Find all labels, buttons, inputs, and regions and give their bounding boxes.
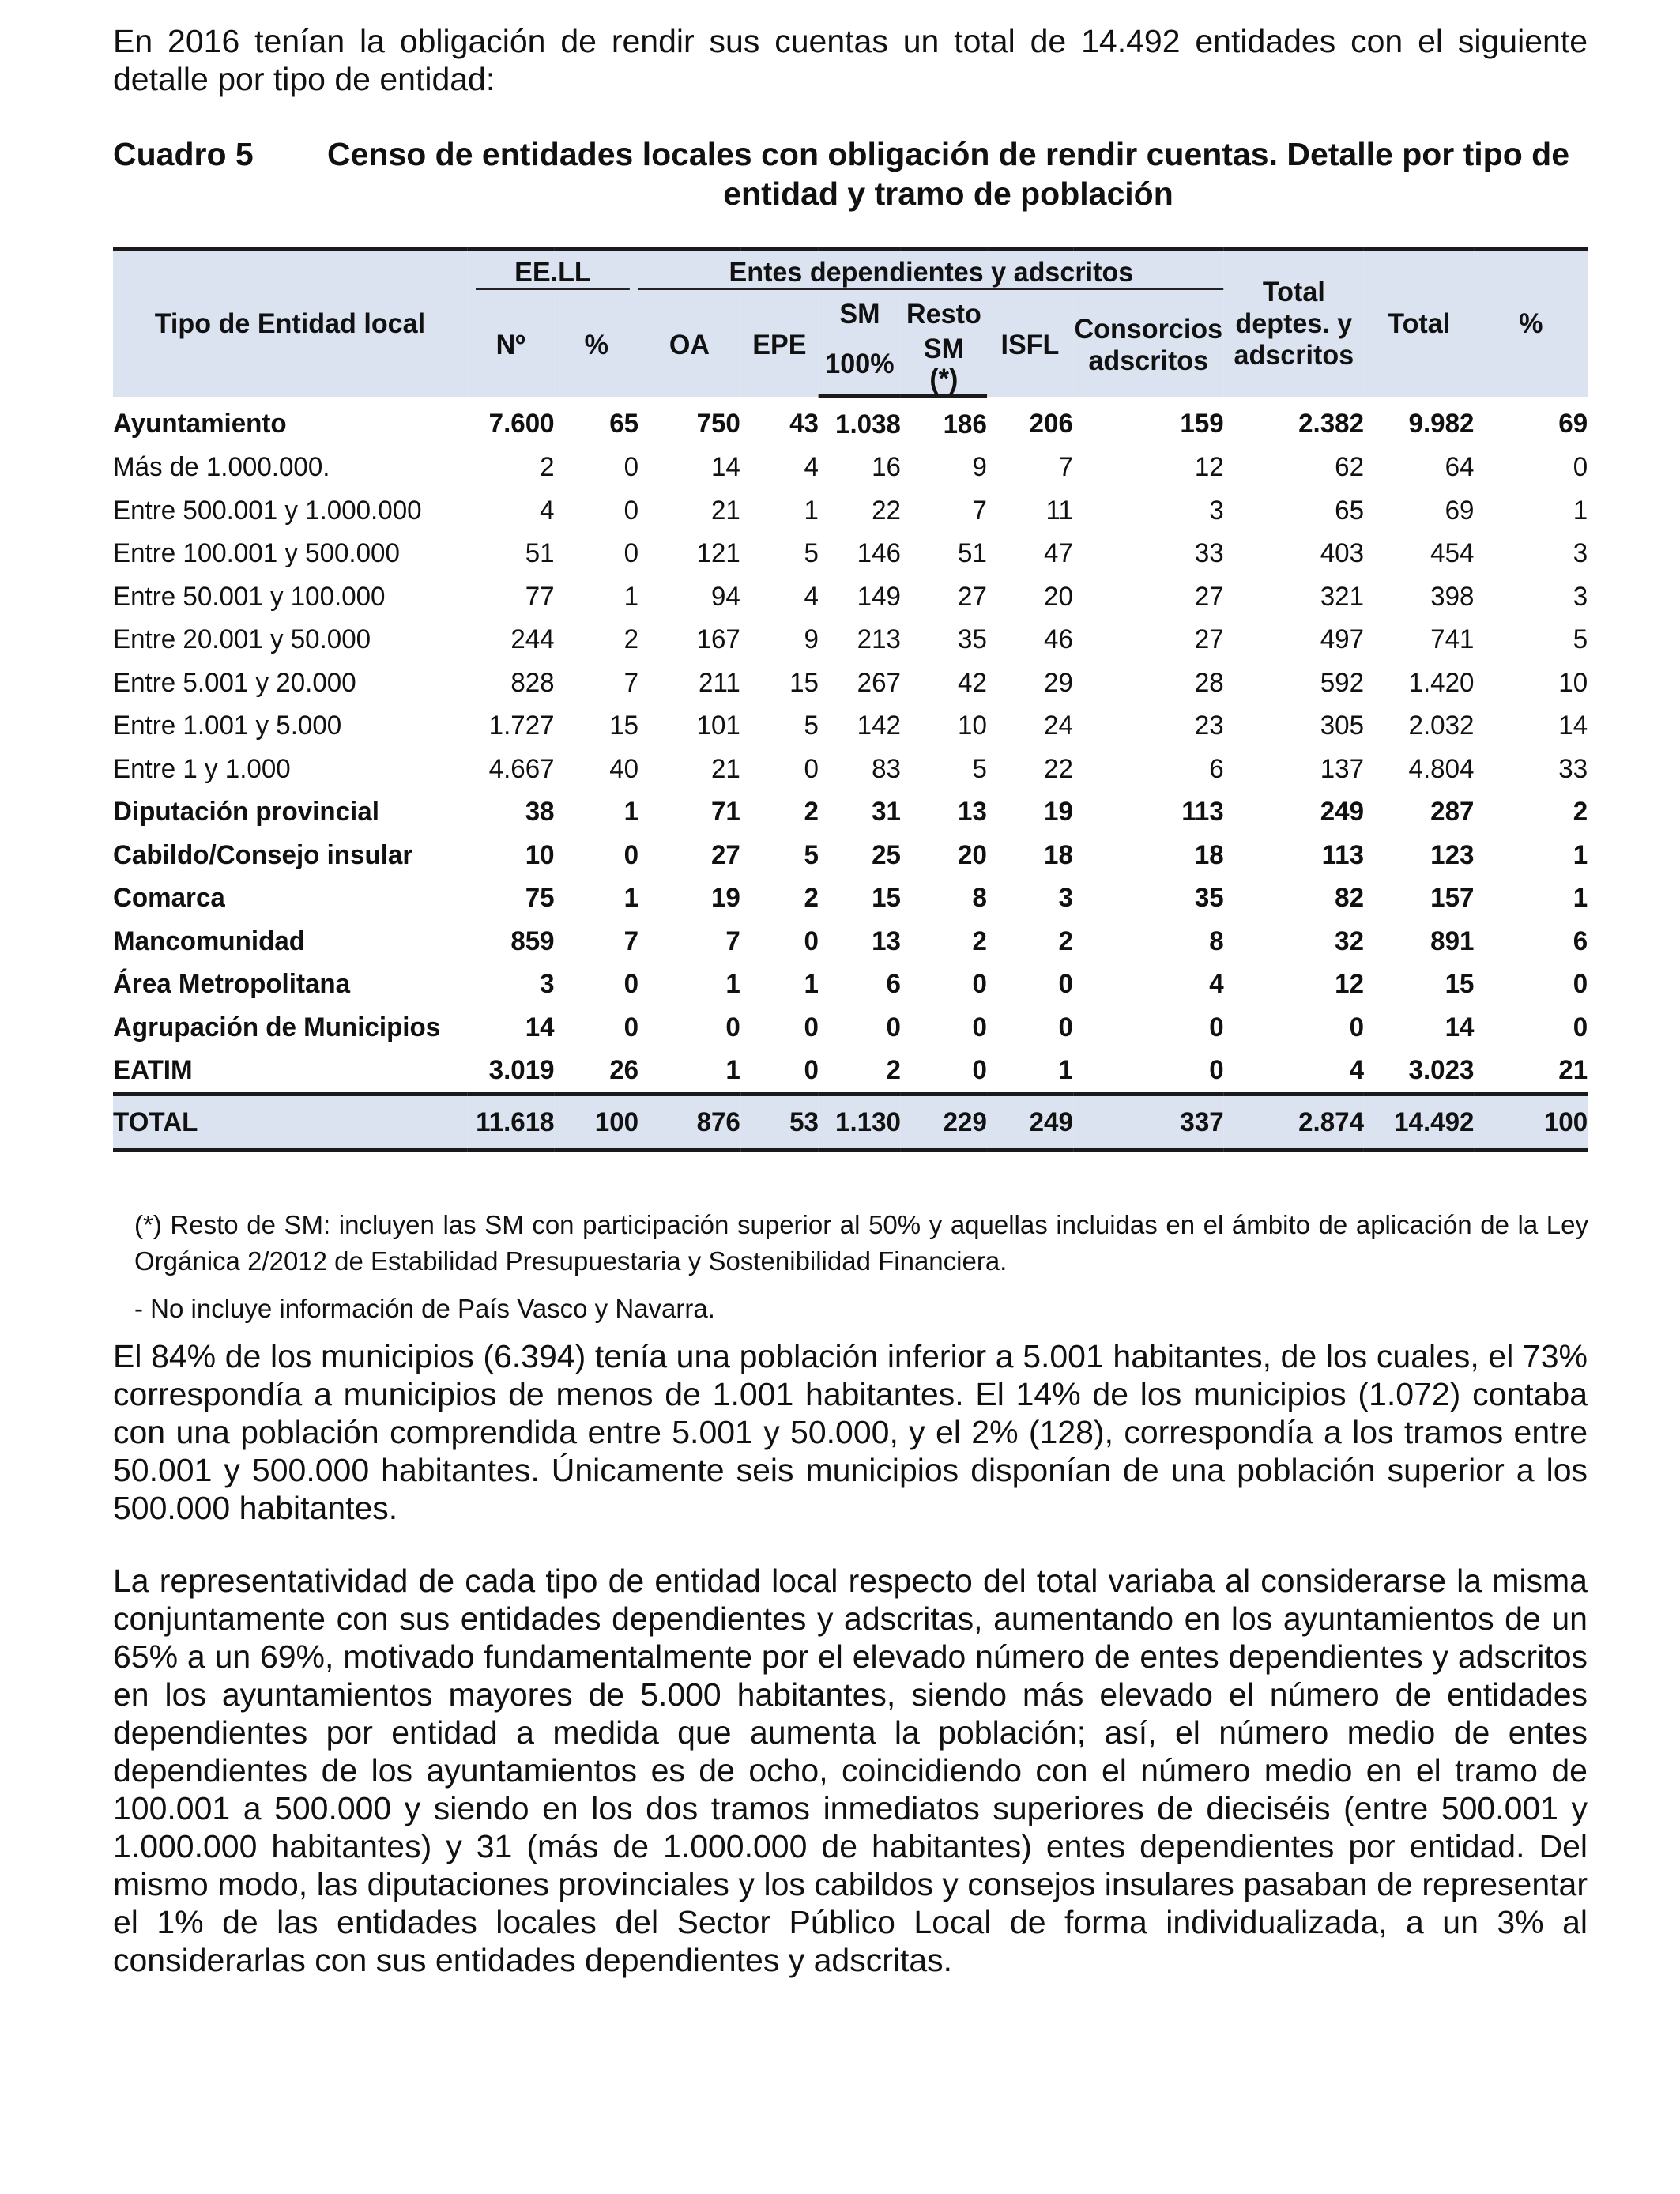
table-cell: 592 [1320, 667, 1365, 698]
table-cell: 11.618 [467, 1095, 555, 1151]
table-cell: 6 [886, 969, 901, 1000]
row-label: Cabildo/Consejo insular [113, 839, 413, 870]
table-cell: 1 [1573, 883, 1588, 914]
table-cell: 2.032 [1408, 711, 1475, 741]
table-cell: 123 [1430, 839, 1475, 870]
row-label: EATIM [113, 1055, 193, 1086]
table-cell: 100 [555, 1095, 638, 1151]
table-cell: 19 [711, 883, 740, 914]
table-cell: 35 [958, 624, 987, 655]
table-cell: 1 [623, 797, 639, 827]
table-cell: 51 [525, 538, 555, 569]
table-cell: 38 [525, 797, 555, 827]
table-cell: 71 [711, 797, 740, 827]
table-cell: 31 [872, 797, 901, 827]
table-cell: 4.667 [488, 753, 555, 784]
table-cell: 101 [696, 711, 740, 741]
table-cell: 13 [872, 925, 901, 956]
table-cell: 40 [609, 753, 639, 784]
census-table [113, 247, 1588, 1152]
table-cell: 14 [1445, 1012, 1475, 1042]
table-cell: 51 [958, 538, 987, 569]
table-cell: 82 [1335, 883, 1365, 914]
table-cell: 5 [804, 711, 819, 741]
table-row [113, 748, 1588, 791]
table-cell: 8 [1209, 925, 1224, 956]
table-cell: 42 [958, 667, 987, 698]
header-total-deptes: Total deptes. y adscritos [1224, 250, 1364, 397]
table-cell: 21 [711, 753, 740, 784]
header-resto-sm [901, 334, 987, 397]
header-entes: Entes dependientes y adscritos [638, 257, 1224, 290]
table-cell: 4 [804, 452, 819, 483]
header-resto-star: (*) [929, 364, 959, 394]
table-cell: 83 [872, 753, 901, 784]
table-cell: 7 [623, 667, 639, 698]
table-cell: 9 [804, 624, 819, 655]
row-label: Más de 1.000.000. [113, 452, 330, 483]
table-cell: 27 [711, 839, 740, 870]
row-label: Agrupación de Municipios [113, 1012, 441, 1042]
table-cell: 7 [623, 925, 639, 956]
table-cell: 27 [1194, 581, 1224, 612]
table-row [113, 791, 1588, 835]
table-cell: 497 [1320, 624, 1365, 655]
table-row [113, 963, 1588, 1007]
table-cell: 2.382 [1298, 408, 1365, 439]
table-cell: 0 [725, 1012, 740, 1042]
header-n: Nº [467, 295, 555, 397]
table-cell: 25 [872, 839, 901, 870]
table-cell: 10 [1558, 667, 1588, 698]
table-cell: 2 [886, 1055, 901, 1086]
table-cell: 398 [1430, 581, 1475, 612]
table-cell: 828 [510, 667, 555, 698]
table-cell: 206 [1029, 408, 1073, 439]
table-cell: 20 [1044, 581, 1073, 612]
header-sm-100: 100% [819, 334, 901, 397]
table-cell: 0 [972, 1055, 987, 1086]
header-sm: SM [819, 295, 901, 334]
table-cell: 321 [1320, 581, 1365, 612]
table-row [113, 489, 1588, 533]
table-cell: 750 [696, 408, 740, 439]
table-cell: 3 [1209, 495, 1224, 526]
table-cell: 891 [1430, 925, 1475, 956]
table-cell: 3.019 [488, 1055, 555, 1086]
table-cell: 7 [725, 925, 740, 956]
intro-paragraph: En 2016 tenían la obligación de rendir sus cuentas un total de 14.492 entidades con el siguiente detalle por tipo de entidad: [113, 23, 1588, 97]
table-cell: 2 [804, 883, 819, 914]
table-cell: 75 [525, 883, 555, 914]
table-cell: 137 [1320, 753, 1365, 784]
table-cell: 5 [1573, 624, 1588, 655]
table-cell: 121 [696, 538, 740, 569]
table-cell: 1.038 [835, 409, 901, 439]
table-cell: 0 [1573, 452, 1588, 483]
header-total: Total [1364, 250, 1474, 397]
table-cell: 14 [525, 1012, 555, 1042]
row-label: Entre 5.001 y 20.000 [113, 667, 356, 698]
table-row [113, 662, 1588, 705]
table-cell: 3 [1573, 538, 1588, 569]
table-cell: 62 [1335, 452, 1365, 483]
caption-title: Censo de entidades locales con obligación de rendir cuentas. Detalle por tipo de entidad y tramo de población [326, 136, 1569, 212]
table-cell: 47 [1044, 538, 1073, 569]
table-cell: 249 [1320, 797, 1365, 827]
table-cell: 3 [1573, 581, 1588, 612]
table-cell: 27 [958, 581, 987, 612]
row-label: Entre 500.001 y 1.000.000 [113, 495, 422, 526]
table-cell: 0 [623, 969, 639, 1000]
table-cell: 3 [540, 969, 555, 1000]
table-cell: 213 [857, 624, 901, 655]
caption-number: Cuadro 5 [113, 136, 254, 172]
table-cell: 149 [857, 581, 901, 612]
table-cell: 4.804 [1408, 753, 1475, 784]
table-cell: 33 [1558, 753, 1588, 784]
table-cell: 100 [1474, 1095, 1588, 1151]
table-cell: 146 [857, 538, 901, 569]
table-cell: 0 [804, 1012, 819, 1042]
table-cell: 0 [886, 1012, 901, 1042]
row-label: Mancomunidad [113, 925, 305, 956]
table-cell: 15 [1445, 969, 1475, 1000]
table-cell: 0 [623, 839, 639, 870]
table-cell: 1.130 [819, 1095, 901, 1151]
table-cell: 4 [1349, 1055, 1365, 1086]
table-cell: 7 [1058, 452, 1073, 483]
table-cell: 21 [1558, 1055, 1588, 1086]
table-cell: 9.982 [1408, 408, 1475, 439]
table-cell: 2.874 [1224, 1095, 1364, 1151]
table-cell: 337 [1073, 1095, 1224, 1151]
table-cell: 287 [1430, 797, 1475, 827]
table-caption [113, 134, 1588, 213]
table-cell: 11 [1045, 495, 1073, 526]
table-cell: 4 [1209, 969, 1224, 1000]
table-cell: 18 [1194, 839, 1224, 870]
table-cell: 0 [804, 925, 819, 956]
table-cell: 3 [1058, 883, 1073, 914]
table-row [113, 705, 1588, 748]
table-cell: 53 [740, 1095, 819, 1151]
table-cell: 113 [1181, 797, 1224, 827]
table-cell: 29 [1044, 667, 1073, 698]
table-cell: 33 [1194, 538, 1224, 569]
table-cell: 32 [1335, 925, 1365, 956]
header-consorcios: Consorcios adscritos [1073, 295, 1224, 397]
row-label: Comarca [113, 883, 225, 914]
header-pct2: % [1474, 250, 1588, 397]
table-cell: 186 [943, 409, 987, 439]
table-cell: 4 [804, 581, 819, 612]
table-cell: 14.492 [1364, 1095, 1474, 1151]
table-cell: 1 [1058, 1055, 1073, 1086]
table-cell: 1.420 [1408, 667, 1475, 698]
table-row [113, 397, 1588, 447]
table-cell: 27 [1194, 624, 1224, 655]
table-cell: 9 [972, 452, 987, 483]
table-cell: 15 [789, 667, 819, 698]
header-pct: % [555, 295, 638, 397]
table-cell: 7.600 [488, 408, 555, 439]
table-cell: 35 [1194, 883, 1224, 914]
table-cell: 26 [609, 1055, 639, 1086]
table-cell: 14 [711, 452, 740, 483]
table-cell: 2 [972, 925, 987, 956]
header-oa: OA [638, 295, 740, 397]
table-cell: 859 [510, 925, 555, 956]
table-cell: 403 [1320, 538, 1365, 569]
table-cell: 0 [972, 969, 987, 1000]
table-cell: 0 [1573, 1012, 1588, 1042]
table-cell: 22 [872, 495, 901, 526]
table-cell: 0 [623, 452, 639, 483]
table-cell: 229 [901, 1095, 987, 1151]
row-label: Ayuntamiento [113, 408, 287, 439]
table-cell: 159 [1180, 408, 1224, 439]
table-cell: 2 [1573, 797, 1588, 827]
table-cell: 4 [540, 495, 555, 526]
footnote-resto-sm: (*) Resto de SM: incluyen las SM con participación superior al 50% y aquellas incluidas en el ámbito de aplicación de la Ley Orgánica 2/2012 de Estabilidad Presupuestaria y Sostenibilidad Financiera. [134, 1210, 1588, 1276]
table-cell: 8 [972, 883, 987, 914]
table-body [113, 397, 1588, 1151]
table-cell: 1 [725, 969, 740, 1000]
row-label: Área Metropolitana [113, 969, 351, 1000]
table-cell: 0 [972, 1012, 987, 1042]
row-label: Entre 1.001 y 5.000 [113, 711, 342, 741]
table-row [113, 447, 1588, 490]
table-cell: 0 [1209, 1012, 1224, 1042]
table-cell: 5 [972, 753, 987, 784]
table-row [113, 619, 1588, 662]
table-row [113, 1006, 1588, 1050]
table-cell: 0 [623, 1012, 639, 1042]
table-cell: 15 [872, 883, 901, 914]
table-cell: 741 [1430, 624, 1475, 655]
table-cell: 1 [804, 969, 819, 1000]
header-isfl: ISFL [987, 295, 1073, 397]
table-row [113, 575, 1588, 619]
table-cell: 249 [987, 1095, 1073, 1151]
table-cell: 12 [1335, 969, 1365, 1000]
table-cell: 167 [696, 624, 740, 655]
paragraph-municipios: El 84% de los municipios (6.394) tenía una población inferior a 5.001 habitantes, de los cuales, el 73% correspondía a municipios de menos de 1.001 habitantes. El 14% de los municipios (1.072) contaba con una población comprendida entre 5.001 y 50.000, y el 2% (128), correspondía a los tramos entre 50.001 y 500.000 habitantes. Únicamente seis municipios disponían de una población superior a los 500.000 habitantes. [113, 1338, 1588, 1526]
table-cell: 22 [1044, 753, 1073, 784]
table-cell: 0 [804, 1055, 819, 1086]
header-tipo: Tipo de Entidad local [113, 250, 467, 397]
table-cell: 1 [725, 1055, 740, 1086]
table-cell: 18 [1044, 839, 1073, 870]
header-resto-sm-label: SM [923, 334, 965, 364]
table-cell: 6 [1209, 753, 1224, 784]
table-cell: 0 [1058, 1012, 1073, 1042]
row-label: Entre 1 y 1.000 [113, 753, 291, 784]
row-label: Entre 20.001 y 50.000 [113, 624, 371, 655]
table-cell: 454 [1430, 538, 1475, 569]
table-cell: 16 [872, 452, 901, 483]
table-cell: 23 [1194, 711, 1224, 741]
row-label: TOTAL [113, 1095, 467, 1151]
table-cell: 1 [623, 883, 639, 914]
table-cell: 28 [1194, 667, 1224, 698]
table-row [113, 877, 1588, 921]
table-cell: 64 [1445, 452, 1475, 483]
header-resto: Resto [901, 295, 987, 334]
table-cell: 1 [1573, 495, 1588, 526]
table-cell: 77 [525, 581, 555, 612]
table-row [113, 533, 1588, 576]
table-cell: 69 [1558, 408, 1588, 439]
table-cell: 20 [958, 839, 987, 870]
table-row [113, 1095, 1588, 1151]
header-epe: EPE [740, 295, 819, 397]
table-row [113, 834, 1588, 877]
table-cell: 1 [623, 581, 639, 612]
table-cell: 0 [1573, 969, 1588, 1000]
row-label: Entre 100.001 y 500.000 [113, 538, 400, 569]
table-cell: 267 [857, 667, 901, 698]
table-cell: 15 [609, 711, 639, 741]
table-cell: 876 [638, 1095, 740, 1151]
row-label: Diputación provincial [113, 797, 379, 827]
table-cell: 7 [972, 495, 987, 526]
table-cell: 0 [623, 495, 639, 526]
paragraph-representatividad: La representatividad de cada tipo de entidad local respecto del total variaba al considerarse la misma conjuntamente con sus entidades dependientes y adscritas, aumentando en los ayuntamientos de un 65% a un 69%, motivado fundamentalmente por el elevado número de entes dependientes y adscritos en los ayuntamientos mayores de 5.000 habitantes, siendo más elevado el número de entidades dependientes por entidad a medida que aumenta la población; así, el número medio de entes dependientes de los ayuntamientos es de ocho, coincidiendo con el número medio en el tramo de 100.001 a 500.000 y siendo en los dos tramos inmediatos superiores de dieciséis (entre 500.001 y 1.000.000 habitantes) y 31 (más de 1.000.000 de habitantes) entes dependientes por entidad. Del mismo modo, las diputaciones provinciales y los cabildos y consejos insulares pasaban de representar el 1% de las entidades locales del Sector Público Local de forma individualizada, a un 3% al considerarlas con sus entidades dependientes y adscritas. [113, 1563, 1588, 1978]
header-eell: EE.LL [476, 257, 630, 290]
table-cell: 1.727 [488, 711, 555, 741]
table-cell: 1 [804, 495, 819, 526]
table-cell: 10 [525, 839, 555, 870]
table-cell: 14 [1558, 711, 1588, 741]
table-cell: 12 [1194, 452, 1224, 483]
table-cell: 43 [789, 408, 819, 439]
table-cell: 21 [711, 495, 740, 526]
table-cell: 10 [958, 711, 987, 741]
table-cell: 211 [699, 667, 740, 698]
table-cell: 0 [804, 753, 819, 784]
table-cell: 142 [857, 711, 901, 741]
table-cell: 13 [958, 797, 987, 827]
table-cell: 0 [1209, 1055, 1224, 1086]
table-cell: 2 [540, 452, 555, 483]
table-cell: 1 [1573, 839, 1588, 870]
table-cell: 244 [510, 624, 555, 655]
footnote-exclusion: - No incluye información de País Vasco y Navarra. [134, 1294, 715, 1323]
table-cell: 2 [1058, 925, 1073, 956]
table-cell: 5 [804, 839, 819, 870]
table-cell: 65 [609, 408, 639, 439]
table-cell: 3.023 [1408, 1055, 1475, 1086]
table-cell: 157 [1430, 883, 1475, 914]
table-cell: 19 [1044, 797, 1073, 827]
table-row [113, 1050, 1588, 1095]
table-cell: 0 [623, 538, 639, 569]
table-row [113, 920, 1588, 963]
table-cell: 94 [711, 581, 740, 612]
table-cell: 0 [1058, 969, 1073, 1000]
table-header [113, 250, 1588, 397]
table-cell: 5 [804, 538, 819, 569]
table-cell: 65 [1335, 495, 1365, 526]
table-cell: 6 [1573, 925, 1588, 956]
table-cell: 46 [1044, 624, 1073, 655]
table-cell: 305 [1320, 711, 1365, 741]
row-label: Entre 50.001 y 100.000 [113, 581, 386, 612]
table-cell: 0 [1349, 1012, 1365, 1042]
table-cell: 24 [1044, 711, 1073, 741]
table-cell: 113 [1321, 839, 1365, 870]
table-cell: 2 [623, 624, 639, 655]
table-cell: 69 [1445, 495, 1475, 526]
table-cell: 2 [804, 797, 819, 827]
